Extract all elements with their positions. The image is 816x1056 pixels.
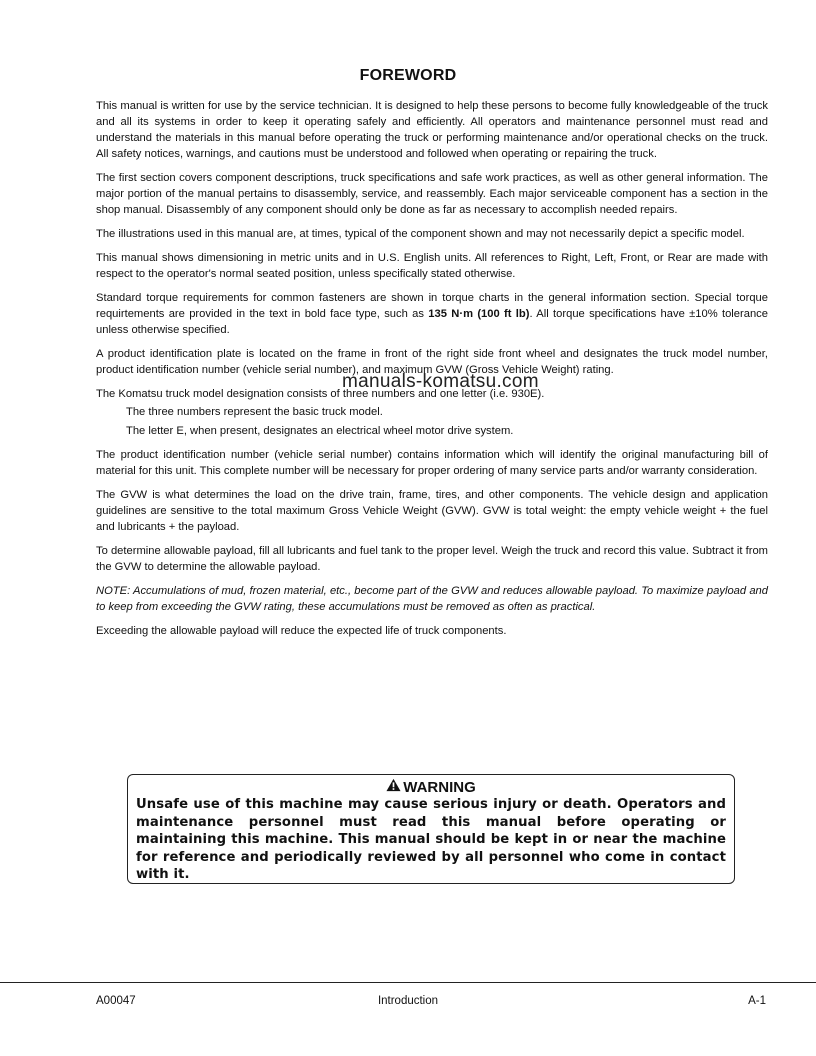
paragraph-id-plate: A product identification plate is located on the frame in front of the right side front wheel and designates the truck model number, product identification number (vehicle serial number), and maximum GVW (Gross Vehicle Weight) rating.: [96, 348, 768, 376]
paragraph-torque: [96, 290, 768, 338]
paragraph-illustrations: The illustrations used in this manual are, at times, typical of the component shown and may not necessarily depict a specific model.: [96, 228, 745, 240]
page-title: FOREWORD: [359, 67, 457, 84]
paragraph-gvw: The GVW is what determines the load on the drive train, frame, tires, and other components. The vehicle design and application guidelines are sensitive to the total maximum Gross Vehicle Weight (GVW). GVW is total weight: the empty vehicle weight + the fuel and lubricants + the payload.: [96, 489, 768, 533]
paragraph-purpose: This manual is written for use by the service technician. It is designed to help these persons to become fully knowledgeable of the truck and all its systems in order to keep it operating safely and efficiently. All operators and maintenance personnel must read and understand the materials in this manual before operating the truck or performing maintenance and/or operational checks on the truck. All safety notices, warnings, and cautions must be understood and followed when operating or repairing the truck.: [96, 100, 768, 160]
paragraph-payload: To determine allowable payload, fill all lubricants and fuel tank to the proper level. Weigh the truck and record this value. Subtract it from the GVW to determine the allowable payload.: [96, 545, 768, 573]
paragraph-units: This manual shows dimensioning in metric units and in U.S. English units. All references to Right, Left, Front, or Rear are made with respect to the operator's normal seated position, unless specifically stated otherwise.: [96, 252, 768, 280]
warning-text: Unsafe use of this machine may cause serious injury or death. Operators and maintenance personnel must read this manual before operating or maintaining this machine. This manual should be kept in or near the machine for reference and periodically reviewed by all personnel who come in contact with it.: [136, 797, 726, 882]
paragraph-serial-number: The product identification number (vehicle serial number) contains information which will identify the original manufacturing bill of material for this unit. This complete number will be necessary for proper ordering of many service parts and/or warranty consideration.: [96, 449, 768, 477]
warning-heading-label: WARNING: [403, 778, 476, 796]
footer-document-code: A00047: [96, 995, 136, 1007]
model-designation-item-letter: The letter E, when present, designates an electrical wheel motor drive system.: [126, 425, 514, 437]
watermark: manuals-komatsu.com: [342, 371, 539, 392]
torque-text-b: . All torque specifications have ±10% tolerance unless otherwise specified.: [96, 308, 768, 336]
footer-section-name: Introduction: [377, 995, 439, 1007]
paragraph-model-designation: The Komatsu truck model designation consists of three numbers and one letter (i.e. 930E).: [96, 388, 545, 400]
model-designation-item-numbers: The three numbers represent the basic truck model.: [126, 406, 383, 418]
footer-divider: [0, 982, 816, 983]
footer-page-number: A-1: [748, 995, 766, 1007]
torque-text-a: Standard torque requirements for common fasteners are shown in torque charts in the general information section. Special torque requirtements are provided in the text in bold face type, such as: [96, 292, 768, 320]
warning-box: [127, 774, 735, 884]
warning-heading: [136, 778, 726, 796]
paragraph-exceeding-payload: Exceeding the allowable payload will reduce the expected life of truck components.: [96, 625, 507, 637]
warning-triangle-icon: [386, 778, 401, 796]
torque-bold-value: 135 N·m (100 ft lb): [428, 308, 530, 320]
paragraph-sections: The first section covers component descriptions, truck specifications and safe work practices, as well as other general information. The major portion of the manual pertains to disassembly, service, and reassembly. Each major serviceable component has a section in the shop manual. Disassembly of any component should only be done as far as necessary to accomplish needed repairs.: [96, 172, 768, 216]
note-accumulations: NOTE: Accumulations of mud, frozen material, etc., become part of the GVW and reduces allowable payload. To maximize payload and to keep from exceeding the GVW rating, these accumulations must be removed as often as practical.: [96, 585, 768, 613]
